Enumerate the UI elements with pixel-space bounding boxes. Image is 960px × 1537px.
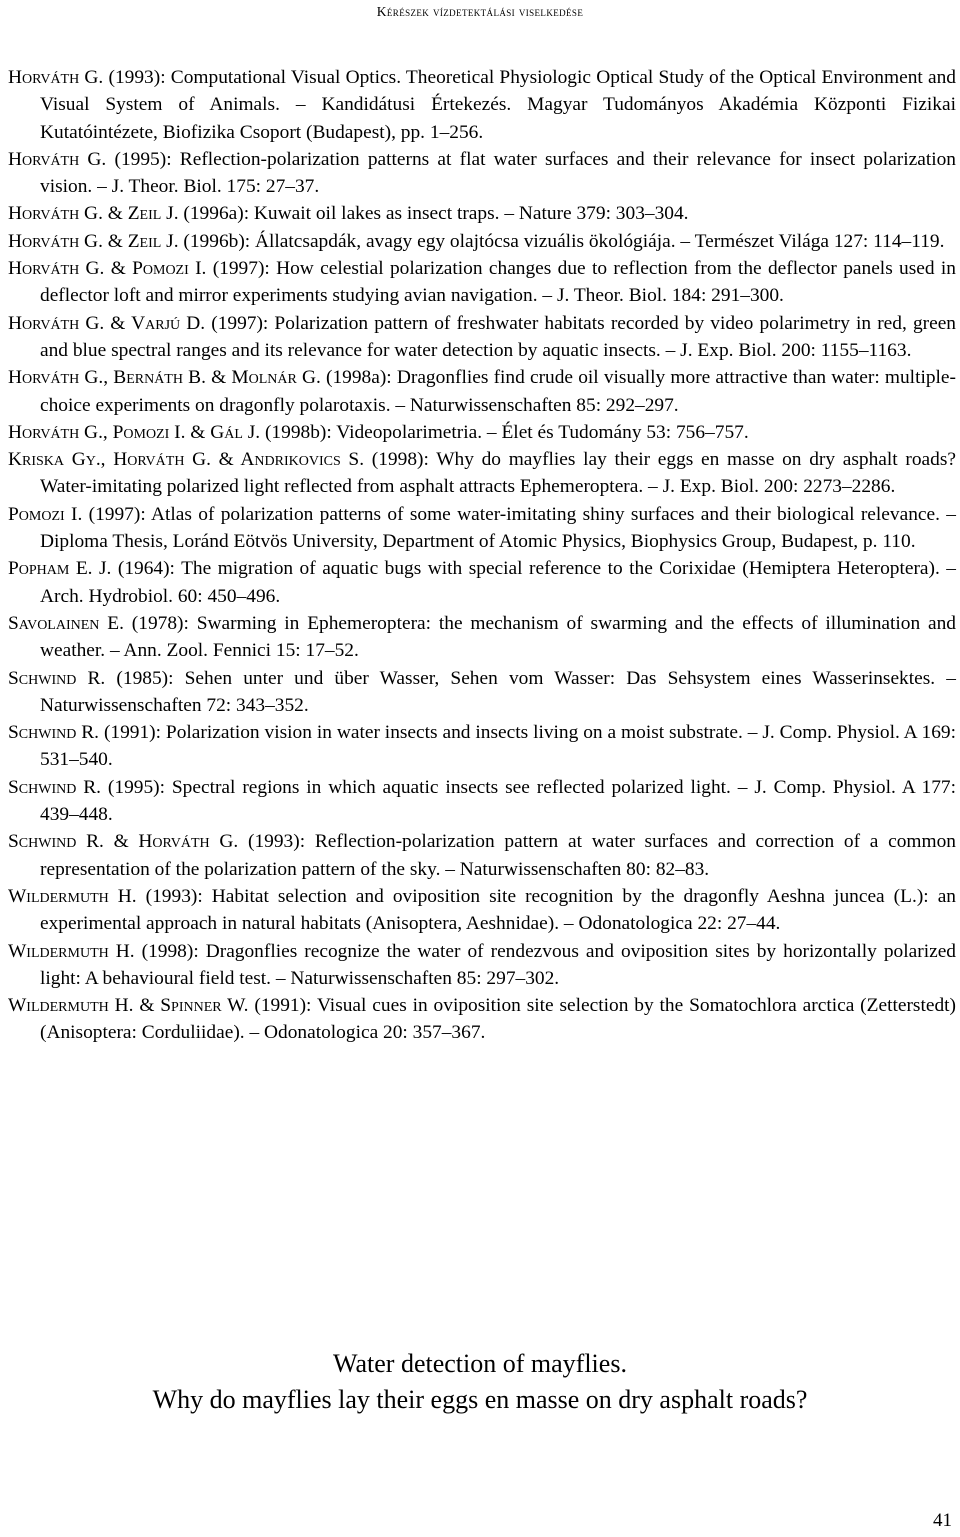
reference-authors: Horváth G. & Zeil J. bbox=[8, 203, 179, 225]
reference-item bbox=[8, 200, 956, 227]
reference-text: (1998b): Videopolarimetria. – Élet és Tudomány 53: 756–757. bbox=[260, 421, 749, 443]
reference-text: (1991): Polarization vision in water insects and insects living on a moist substrate. – J. Comp. Physiol. A 169: 531–540. bbox=[40, 722, 956, 771]
reference-item bbox=[8, 992, 956, 1047]
reference-text: (1978): Swarming in Ephemeroptera: the mechanism of swarming and the effects of illumination and weather. – Ann. Zool. Fennici 15: 17–52. bbox=[40, 612, 957, 662]
reference-authors: Savolainen E. bbox=[8, 612, 124, 634]
reference-authors: Horváth G. bbox=[8, 148, 107, 170]
english-title-line-2: Why do mayflies lay their eggs en masse on dry asphalt roads? bbox=[152, 1385, 808, 1414]
reference-text: (1998a): Dragonflies find crude oil visually more attractive than water: multiple-choice experiments on dragonfly polarotaxis. – Naturwissenschaften 85: 292–297. bbox=[40, 367, 956, 416]
page-number: 41 bbox=[933, 1510, 952, 1531]
reference-item bbox=[8, 364, 956, 419]
reference-text: (1995): Reflection-polarization patterns at flat water surfaces and their relevance for insect polarization vision. – J. Theor. Biol. 175: 27–37. bbox=[40, 148, 956, 198]
reference-item bbox=[8, 610, 956, 665]
reference-item bbox=[8, 719, 956, 774]
reference-authors: Schwind R. bbox=[8, 667, 106, 689]
reference-authors: Horváth G., Bernáth B. & Molnár G. bbox=[8, 367, 321, 389]
reference-item bbox=[8, 938, 956, 993]
reference-item bbox=[8, 419, 956, 446]
reference-item bbox=[8, 310, 956, 365]
reference-item bbox=[8, 883, 956, 938]
reference-authors: Schwind R. bbox=[8, 722, 100, 744]
reference-authors: Horváth G. & Zeil J. bbox=[8, 230, 179, 252]
reference-item bbox=[8, 146, 956, 201]
reference-authors: Schwind R. & Horváth G. bbox=[8, 831, 239, 853]
reference-authors: Horváth G. bbox=[8, 67, 104, 88]
reference-text: (1993): Habitat selection and oviposition site recognition by the dragonfly Aeshna juncea (L.): an experimental approach in natural habitats (Anisoptera, Aeshnidae). – Odonatologica 22: 27–44. bbox=[40, 885, 957, 935]
reference-item bbox=[8, 255, 956, 310]
reference-item bbox=[8, 665, 956, 720]
reference-authors: Kriska Gy., Horváth G. & Andrikovics S. bbox=[8, 449, 365, 471]
reference-authors: Wildermuth H. & Spinner W. bbox=[8, 995, 249, 1017]
reference-authors: Pomozi I. bbox=[8, 503, 83, 525]
reference-text: (1997): Polarization pattern of freshwater habitats recorded by video polarimetry in red, green and blue spectral ranges and its relevance for water detection by aquatic insects. – J. Exp. Biol. 200: 1155–1163. bbox=[40, 312, 956, 361]
reference-text: (1997): Atlas of polarization patterns of some water-imitating shiny surfaces and their biological relevance. – Diploma Thesis, Loránd Eötvös University, Department of Atomic Physics, Biophysics Group, Budapest, p. 110. bbox=[40, 503, 956, 553]
reference-authors: Wildermuth H. bbox=[8, 885, 137, 907]
reference-authors: Horváth G. & Pomozi I. bbox=[8, 258, 207, 280]
reference-authors: Wildermuth H. bbox=[8, 940, 135, 962]
reference-item bbox=[8, 228, 956, 255]
reference-text: (1991): Visual cues in oviposition site selection by the Somatochlora arctica (Zetterstedt) (Anisoptera: Corduliidae). – Odonatologica 20: 357–367. bbox=[40, 995, 957, 1044]
english-title bbox=[0, 1346, 960, 1418]
reference-list bbox=[8, 64, 956, 1047]
reference-authors: Horváth G. & Varjú D. bbox=[8, 312, 206, 334]
reference-text: (1993): Computational Visual Optics. Theoretical Physiologic Optical Study of the Optical Environment and Visual System of Animals. – Kandidátusi Értekezés. Magyar Tudományos Akadémia Központi Fizikai Kutatóintézete, Biofizika Csoport (Budapest), pp. 1–256. bbox=[40, 67, 956, 143]
reference-item bbox=[8, 64, 956, 146]
reference-item bbox=[8, 774, 956, 829]
reference-authors: Horváth G., Pomozi I. & Gál J. bbox=[8, 421, 261, 443]
reference-text: (1998): Why do mayflies lay their eggs en masse on dry asphalt roads? Water-imitating polarized light reflected from asphalt attracts Ephemeroptera. – J. Exp. Biol. 200: 2273–2286. bbox=[40, 449, 956, 498]
reference-item bbox=[8, 555, 956, 610]
reference-authors: Schwind R. bbox=[8, 776, 102, 798]
reference-text: (1985): Sehen unter und über Wasser, Sehen vom Wasser: Das Sehsystem eines Wasserinsektes. – Naturwissenschaften 72: 343–352. bbox=[40, 667, 956, 716]
reference-text: (1995): Spectral regions in which aquatic insects see reflected polarized light. – J. Comp. Physiol. A 177: 439–448. bbox=[40, 776, 956, 826]
reference-text: (1998): Dragonflies recognize the water of rendezvous and oviposition sites by horizontally polarized light: A behavioural field test. – Naturwissenschaften 85: 297–302. bbox=[40, 940, 956, 989]
reference-item bbox=[8, 446, 956, 501]
running-header: Kérészek vízdetektálási viselkedése bbox=[376, 4, 584, 19]
reference-text: (1993): Reflection-polarization pattern at water surfaces and correction of a common representation of the polarization pattern of the sky. – Naturwissenschaften 80: 82–83. bbox=[40, 831, 956, 880]
reference-text: (1996b): Állatcsapdák, avagy egy olajtócsa vizuális ökológiája. – Természet Világa 127: 114–119. bbox=[178, 230, 945, 252]
reference-authors: Popham E. J. bbox=[8, 558, 112, 580]
reference-text: (1997): How celestial polarization changes due to reflection from the deflector panels used in deflector loft and mirror experiments studying avian navigation. – J. Theor. Biol. 184: 291–300. bbox=[40, 258, 956, 307]
reference-text: (1964): The migration of aquatic bugs with special reference to the Corixidae (Hemiptera Heteroptera). – Arch. Hydrobiol. 60: 450–496. bbox=[40, 558, 956, 607]
reference-item bbox=[8, 501, 956, 556]
reference-text: (1996a): Kuwait oil lakes as insect traps. – Nature 379: 303–304. bbox=[178, 203, 689, 225]
reference-item bbox=[8, 828, 956, 883]
english-title-line-1: Water detection of mayflies. bbox=[333, 1349, 627, 1378]
